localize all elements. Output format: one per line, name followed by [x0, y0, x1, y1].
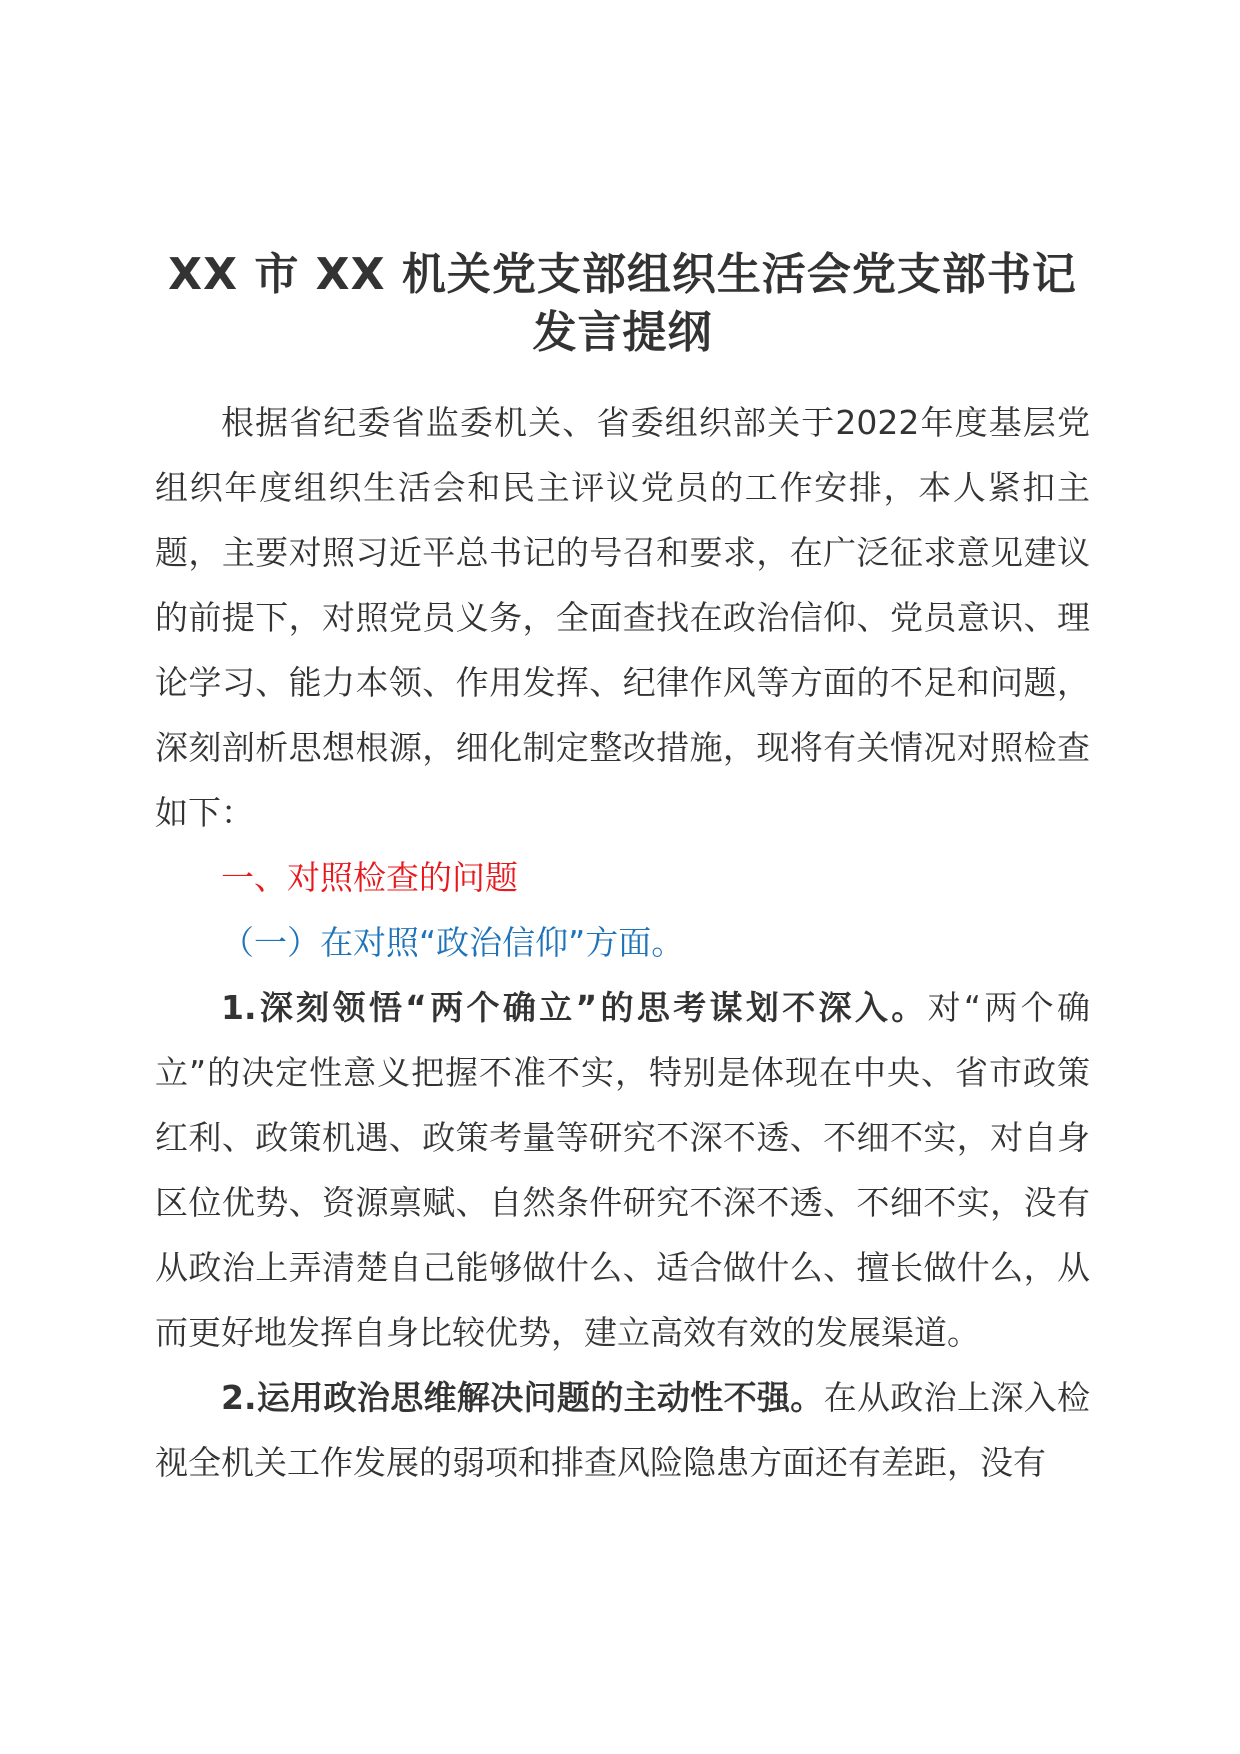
section-heading-1: 一、对照检查的问题 — [221, 858, 518, 897]
item-paragraph-2 — [155, 1365, 1090, 1495]
item-2-text: 在从政治上深入检视全机关工作发展的弱项和排查风险隐患方面还有差距，没有 — [155, 1378, 1091, 1482]
document-title — [155, 246, 1090, 362]
item-2-lead: 2.运用政治思维解决问题的主动性不强。 — [221, 1378, 824, 1417]
document-content — [155, 246, 1090, 1495]
item-1-lead: 1.深刻领悟“两个确立”的思考谋划不深入。 — [221, 988, 928, 1027]
intro-paragraph: 根据省纪委省监委机关、省委组织部关于2022年度基层党组织年度组织生活会和民主评议党员的工作安排，本人紧扣主题，主要对照习近平总书记的号召和要求，在广泛征求意见建议的前提下，对照党员义务，全面查找在政治信仰、党员意识、理论学习、能力本领、作用发挥、纪律作风等方面的不足和问题，深刻剖析思想根源，细化制定整改措施，现将有关情况对照检查如下： — [155, 403, 1090, 832]
item-paragraph-1 — [155, 975, 1090, 1365]
title-line-1: XX 市 XX 机关党支部组织生活会党支部书记 — [168, 249, 1077, 300]
title-line-2: 发言提纲 — [532, 307, 713, 358]
item-1-text: 对“两个确立”的决定性意义把握不准不实，特别是体现在中央、省市政策红利、政策机遇、政策考量等研究不深不透、不细不实，对自身区位优势、资源禀赋、自然条件研究不深不透、不细不实，没有从政治上弄清楚自己能够做什么、适合做什么、擅长做什么，从而更好地发挥自身比较优势，建立高效有效的发展渠道。 — [155, 988, 1090, 1352]
subsection-heading-1: （一）在对照“政治信仰”方面。 — [221, 923, 685, 962]
